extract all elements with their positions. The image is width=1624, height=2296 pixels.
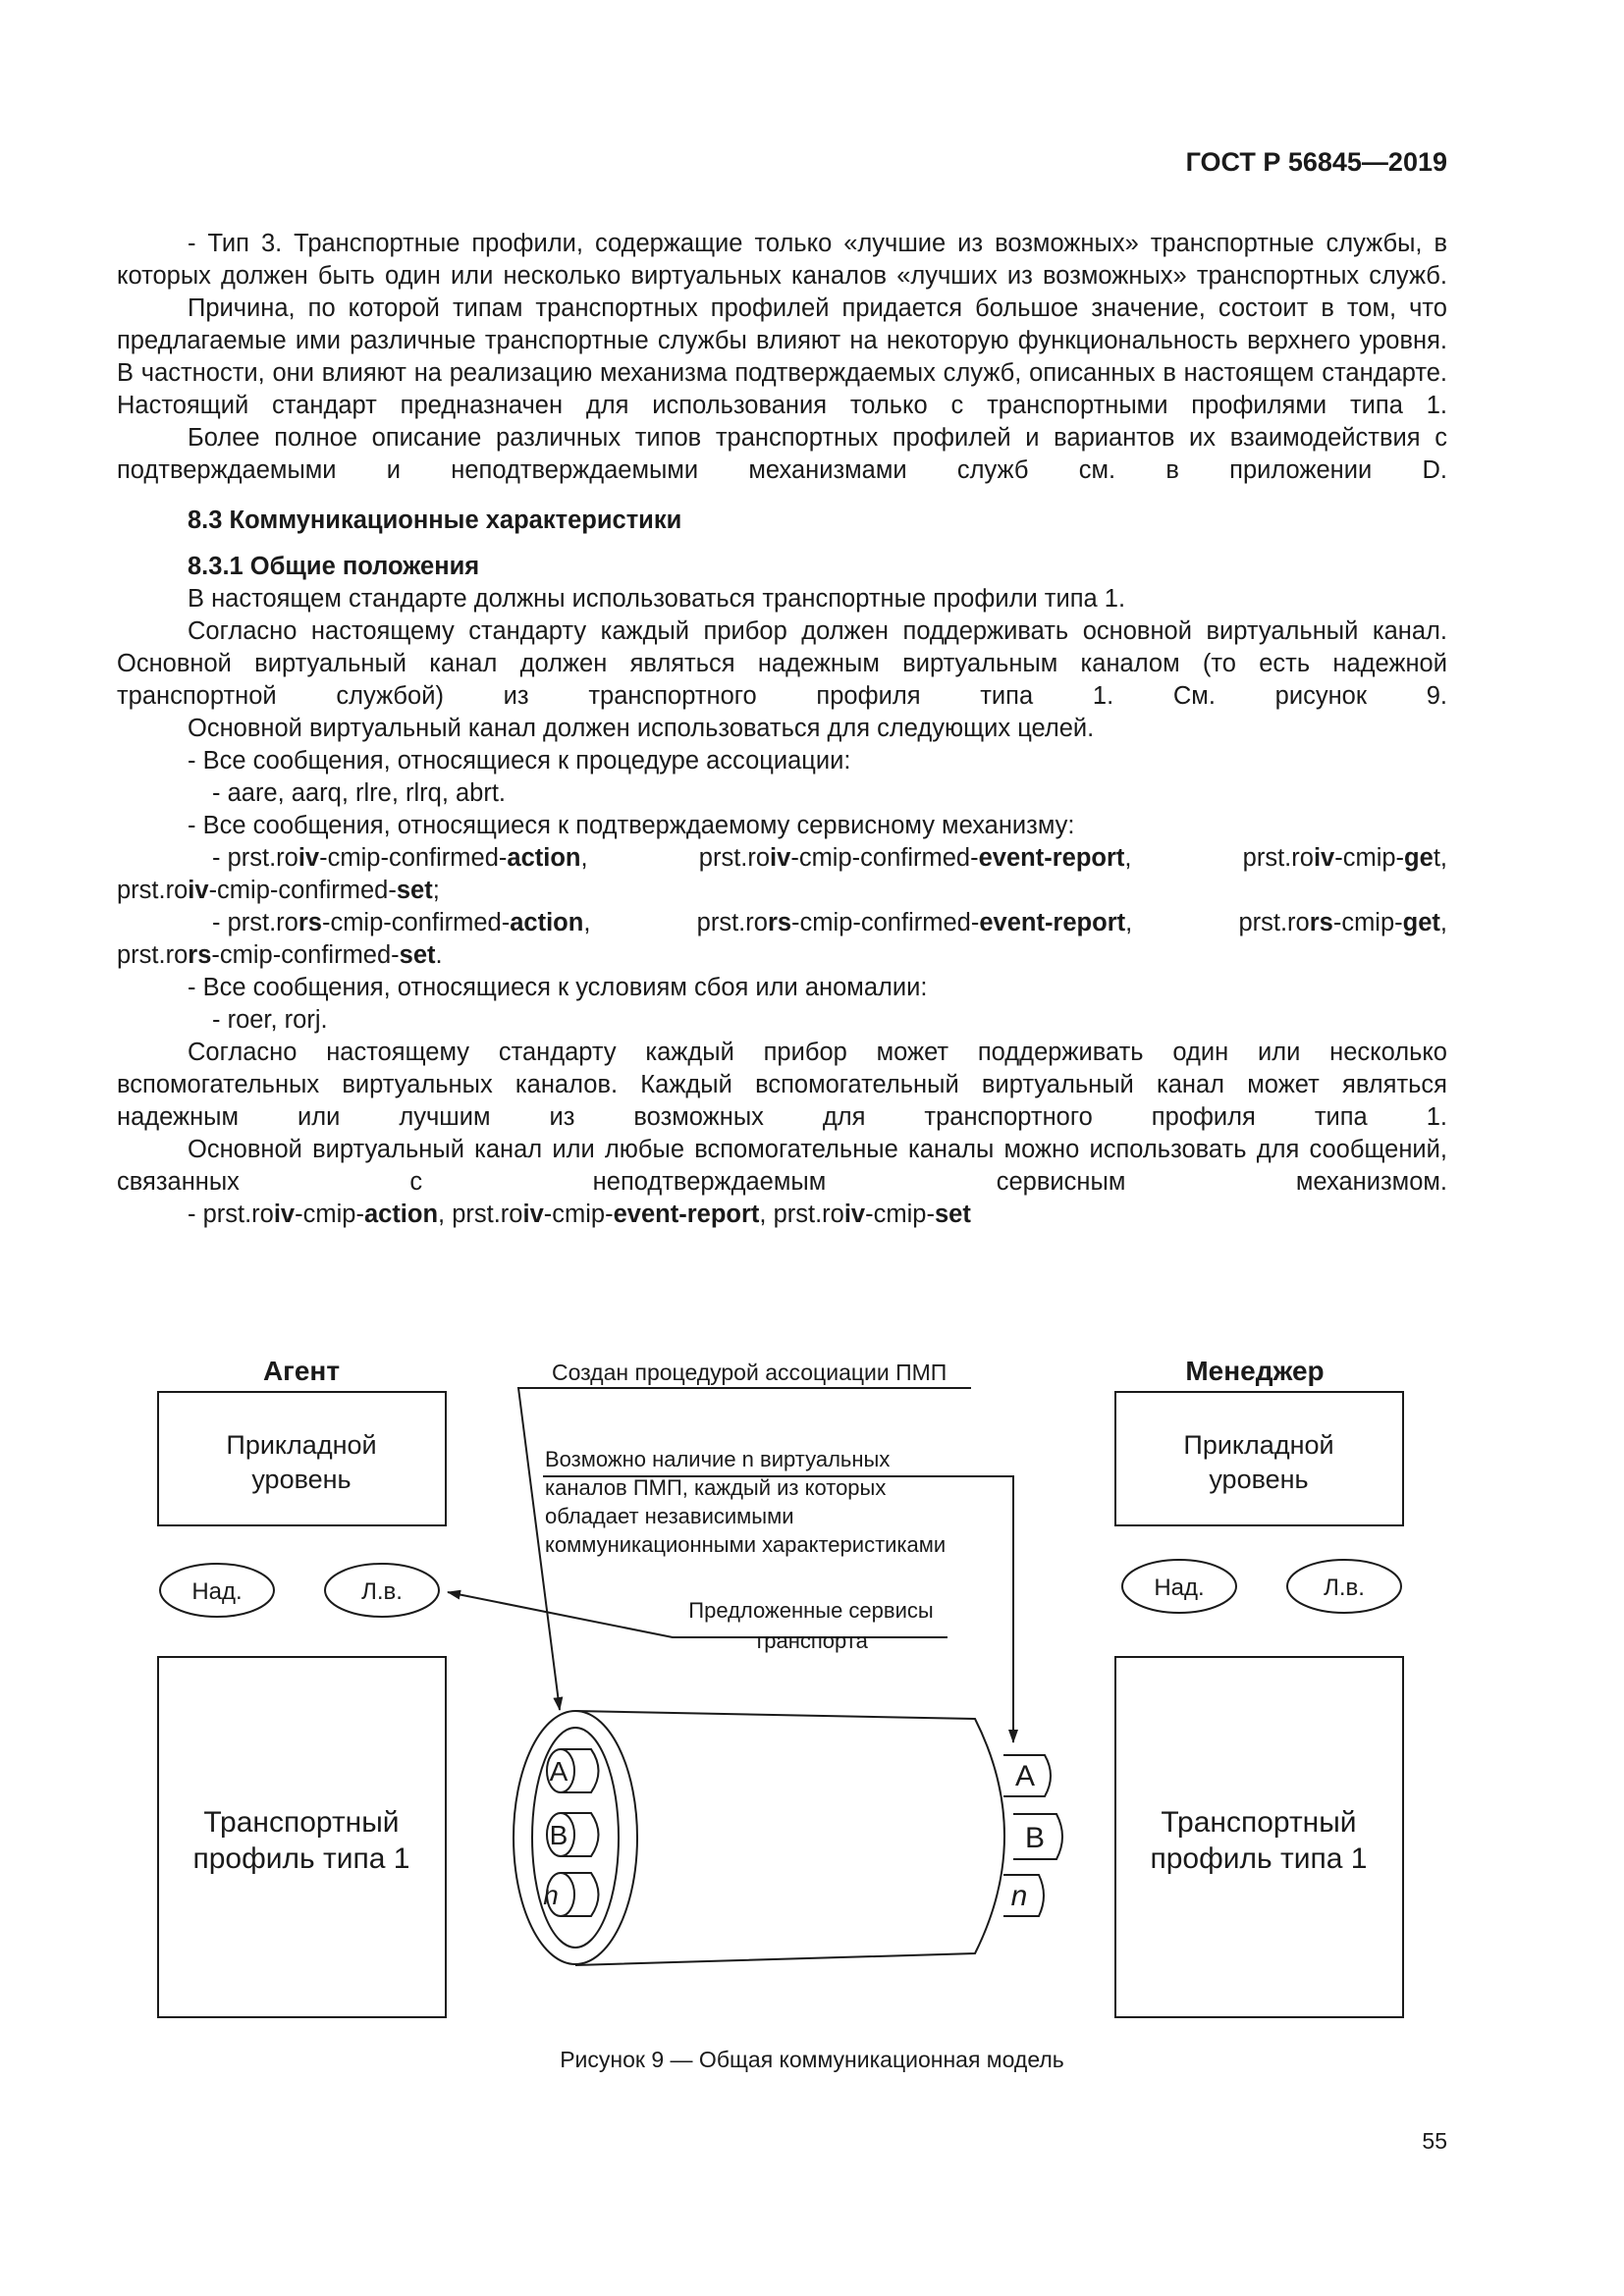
paragraph: Основной виртуальный канал или любые вспомогательные каналы можно использовать для сообщений, связанных с неподтверждаемым сервисным механизмом. bbox=[117, 1136, 1447, 1196]
paragraph: Согласно настоящему стандарту каждый прибор может поддерживать один или несколько вспомогательных виртуальных каналов. Каждый вспомогательный виртуальный канал может являться надежным или лучшим из возможных для транспортного профиля типа 1. bbox=[117, 1039, 1447, 1131]
section-heading: 8.3 Коммуникационные характеристики bbox=[188, 507, 682, 534]
paragraph: - Тип 3. Транспортные профили, содержащие только «лучшие из возможных» транспортные службы, в которых должен быть один или несколько виртуальных каналов «лучших из возможных» транспортных служб. bbox=[117, 230, 1447, 290]
channel-a-label: A bbox=[549, 1756, 568, 1787]
agent-transport-label: Транспортный bbox=[203, 1806, 400, 1839]
agent-reliable-label: Над. bbox=[191, 1578, 243, 1605]
service-line-cont: prst.rors-cmip-confirmed-set. bbox=[117, 941, 443, 969]
list-item: - Все сообщения, относящиеся к процедуре ассоциации: bbox=[188, 747, 851, 774]
service-name: - prst.roiv-cmip-confirmed-action, bbox=[212, 844, 588, 872]
manager-app-layer-label: Прикладной bbox=[1183, 1430, 1334, 1460]
list-item: - Все сообщения, относящиеся к подтверждаемому сервисному механизму: bbox=[188, 812, 1075, 839]
channel-a-stub-label: A bbox=[1014, 1760, 1036, 1792]
agent-app-layer-label: Прикладной bbox=[226, 1430, 377, 1460]
paragraph: Причина, по которой типам транспортных профилей придается большое значение, состоит в том, что предлагаемые ими различные транспортные службы влияют на некоторую функциональность верхнего уровня. В частности, они влияют на реализацию механизма подтверждаемых служб, описанных в настоящем стандарте. Настоящий стандарт предназначен для использования только с транспортными профилями типа 1. bbox=[117, 294, 1447, 419]
note-n-channels: каналов ПМП, каждый из которых bbox=[545, 1475, 887, 1500]
manager-app-layer-label: уровень bbox=[1209, 1465, 1309, 1494]
channel-b-label: B bbox=[549, 1820, 568, 1850]
list-item: - roer, rorj. bbox=[212, 1006, 328, 1034]
channel-b-stub-label: B bbox=[1024, 1822, 1046, 1854]
association-cylinder-inner bbox=[532, 1728, 619, 1948]
service-line-cont: prst.roiv-cmip-confirmed-set; bbox=[117, 877, 440, 904]
document-id: ГОСТ Р 56845—2019 bbox=[1185, 147, 1447, 177]
service-name: prst.roiv-cmip-get, bbox=[1242, 844, 1447, 872]
page-number: 55 bbox=[1422, 2128, 1447, 2154]
paragraph: Основной виртуальный канал должен использоваться для следующих целей. bbox=[188, 715, 1095, 742]
service-name: prst.rors-cmip-get, bbox=[1238, 909, 1447, 936]
service-name: prst.rors-cmip-confirmed-event-report, bbox=[696, 909, 1133, 936]
note-n-channels: обладает независимыми bbox=[545, 1504, 794, 1528]
note-offered-services: транспорта bbox=[754, 1629, 868, 1653]
association-cylinder-body bbox=[575, 1711, 1004, 1965]
manager-transport-label: профиль типа 1 bbox=[1150, 1842, 1368, 1875]
service-name: prst.roiv-cmip-confirmed-event-report, bbox=[698, 844, 1132, 872]
note-n-channels: коммуникационными характеристиками bbox=[545, 1532, 947, 1557]
paragraph: Более полное описание различных типов транспортных профилей и вариантов их взаимодействия с подтверждаемыми и неподтверждаемыми механизмами служб см. в приложении D. bbox=[117, 424, 1447, 484]
manager-best-effort-label: Л.в. bbox=[1324, 1575, 1365, 1601]
service-line: - prst.roiv-cmip-action, prst.roiv-cmip-event-report, prst.roiv-cmip-set bbox=[188, 1201, 971, 1228]
agent-title: Агент bbox=[262, 1356, 341, 1386]
list-item: - aare, aarq, rlre, rlrq, abrt. bbox=[212, 779, 507, 807]
service-name: - prst.rors-cmip-confirmed-action, bbox=[212, 909, 591, 936]
paragraph: Согласно настоящему стандарту каждый прибор должен поддерживать основной виртуальный канал. Основной виртуальный канал должен являться надежным виртуальным каналом (то есть надежной транспортной службой) из транспортного профиля типа 1. См. рисунок 9. bbox=[117, 617, 1447, 710]
channel-n-label: n bbox=[543, 1880, 559, 1910]
note-offered-services: Предложенные сервисы bbox=[688, 1598, 934, 1623]
manager-reliable-label: Над. bbox=[1154, 1575, 1205, 1601]
manager-transport-label: Транспортный bbox=[1161, 1806, 1357, 1839]
manager-title: Менеджер bbox=[1185, 1356, 1325, 1386]
agent-best-effort-label: Л.в. bbox=[361, 1578, 403, 1605]
note-n-channels: Возможно наличие n виртуальных bbox=[545, 1447, 891, 1471]
channel-n-stub-label: n bbox=[1010, 1880, 1028, 1912]
figure-caption: Рисунок 9 — Общая коммуникационная модель bbox=[560, 2047, 1064, 2072]
list-item: - Все сообщения, относящиеся к условиям сбоя или аномалии: bbox=[188, 974, 928, 1001]
note-created-by-association: Создан процедурой ассоциации ПМП bbox=[552, 1360, 947, 1385]
agent-app-layer-label: уровень bbox=[251, 1465, 352, 1494]
agent-transport-label: профиль типа 1 bbox=[192, 1842, 410, 1875]
subsection-heading: 8.3.1 Общие положения bbox=[188, 553, 480, 580]
paragraph: В настоящем стандарте должны использоваться транспортные профили типа 1. bbox=[188, 585, 1126, 613]
